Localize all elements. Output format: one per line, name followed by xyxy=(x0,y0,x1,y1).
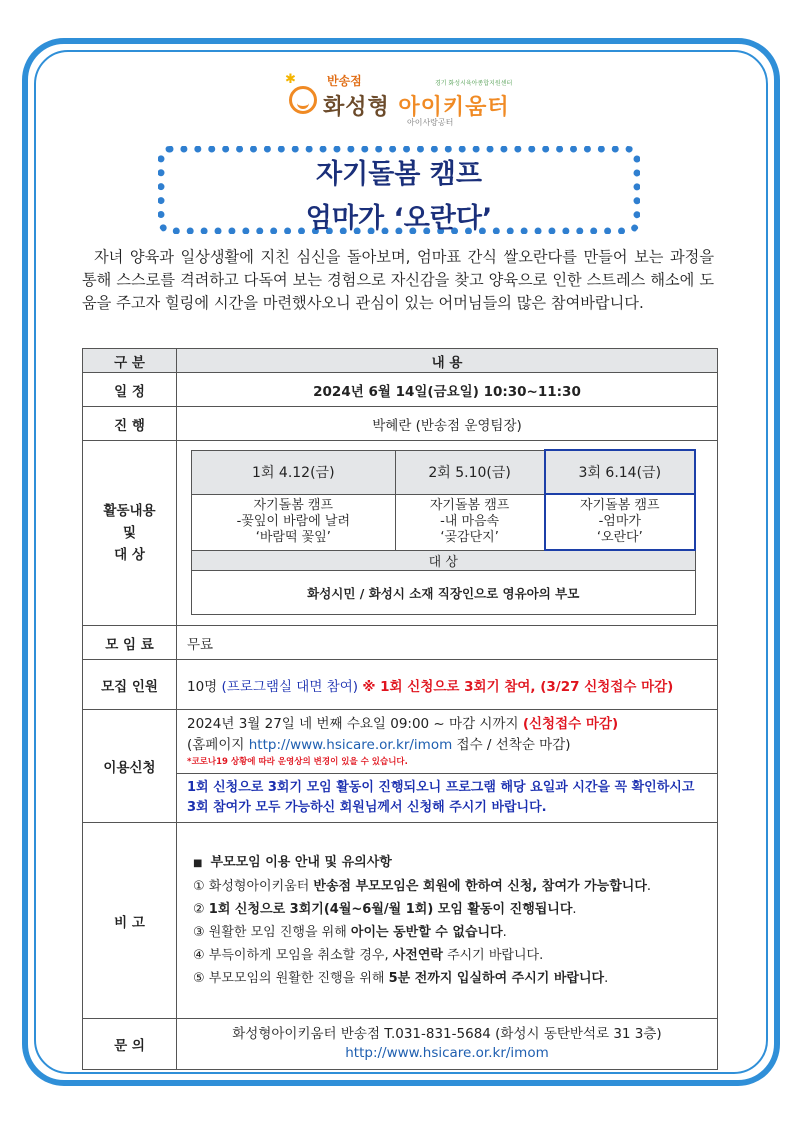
host-label: 진 행 xyxy=(83,407,177,441)
target-value-row xyxy=(192,571,696,615)
header-label: 구 분 xyxy=(83,349,177,373)
session-1-head: 1회 4.12(금) xyxy=(192,450,396,494)
apply-suffix: 접수 / 선착순 마감) xyxy=(456,737,571,753)
schedule-value: 2024년 6월 14일(금요일) 10:30~11:30 xyxy=(177,373,718,407)
notes-heading: ■ 부모모임 이용 안내 및 유의사항 xyxy=(193,851,707,875)
session-2-body xyxy=(395,494,545,550)
title-line2: 엄마가 ‘오란다’ xyxy=(305,203,493,234)
session-table xyxy=(191,449,696,615)
title-line1: 자기돌봄 캠프 xyxy=(316,159,482,190)
target-label: 대 상 xyxy=(192,550,696,571)
info-table xyxy=(82,348,718,1070)
capacity-row xyxy=(83,660,718,710)
apply-content xyxy=(177,710,718,823)
apply-blue-note: 1회 신청으로 3회기 모임 활동이 진행되오니 프로그램 해당 요일과 시간을 꼭 확인하시고 3회 참여가 모두 가능하신 회원님께서 신청해 주시기 바랍니다. xyxy=(177,773,717,822)
logo-sub: 아이사랑공터 xyxy=(407,118,454,127)
session-3-line2: -엄마가 xyxy=(598,514,641,529)
capacity-value xyxy=(177,660,718,710)
logo-org: 경기 화성시육아종합지원센터 xyxy=(435,80,513,87)
note-5-suffix: . xyxy=(604,971,609,986)
activity-content xyxy=(177,441,718,626)
note-item-5 xyxy=(193,967,707,990)
note-item-4 xyxy=(193,944,707,967)
session-3-line1: 자기돌봄 캠프 xyxy=(580,498,660,513)
target-value: 화성시민 / 화성시 소재 직장인으로 영유아의 부모 xyxy=(192,571,696,615)
notes-label: 비 고 xyxy=(83,823,177,1019)
target-label-row xyxy=(192,550,696,571)
activity-label-line2: 및 xyxy=(122,525,137,541)
capacity-count: 10명 xyxy=(187,678,218,695)
fee-row xyxy=(83,626,718,660)
note-3-prefix: ③ 원활한 모임 진행을 위해 xyxy=(193,925,351,940)
note-4-suffix: 주시기 바랍니다. xyxy=(442,948,544,963)
session-body-row xyxy=(192,494,696,550)
logo-branch: 반송점 xyxy=(327,74,362,88)
note-2-suffix: . xyxy=(572,902,577,917)
logo xyxy=(285,70,525,130)
session-2-line3: ‘곶감단지’ xyxy=(440,530,499,545)
apply-line1 xyxy=(187,714,707,735)
session-1-line3: ‘바람떡 꽃잎’ xyxy=(255,530,331,545)
capacity-red-part: ※ 1회 신청으로 3회기 참여, (3/27 신청접수 마감) xyxy=(362,678,674,695)
apply-text xyxy=(177,710,717,773)
homepage-link[interactable]: http://www.hsicare.or.kr/imom xyxy=(248,737,453,753)
table-header-row xyxy=(83,349,718,373)
schedule-label: 일 정 xyxy=(83,373,177,407)
header-content: 내 용 xyxy=(177,349,718,373)
note-1-prefix: ① 화성형아이키움터 xyxy=(193,879,314,894)
note-item-1 xyxy=(193,875,707,898)
sparkle-icon: ✱ xyxy=(285,72,296,87)
note-1-suffix: . xyxy=(646,879,652,894)
activity-label-line1: 활동내용 xyxy=(103,503,156,519)
contact-content xyxy=(177,1019,718,1070)
apply-date: 2024년 3월 27일 네 번째 수요일 09:00 ~ 마감 시까지 xyxy=(187,716,519,732)
note-item-3 xyxy=(193,921,707,944)
contact-label: 문 의 xyxy=(83,1019,177,1070)
schedule-row xyxy=(83,373,718,407)
smile-logo-icon xyxy=(289,86,317,114)
note-3-bold: 아이는 동반할 수 없습니다 xyxy=(350,925,503,940)
note-1-bold: 반송점 부모모임은 회원에 한하여 신청, 참여가 가능합니다 xyxy=(313,879,647,894)
host-row xyxy=(83,407,718,441)
apply-row xyxy=(83,710,718,823)
host-value: 박혜란 (반송점 운영팀장) xyxy=(177,407,718,441)
note-2-bold: 1회 신청으로 3회기(4월~6월/월 1회) 모임 활동이 진행됩니다 xyxy=(208,902,573,917)
note-5-bold: 5분 전까지 입실하여 주시기 바랍니다 xyxy=(388,971,605,986)
session-2-line1: 자기돌봄 캠프 xyxy=(429,498,510,513)
session-3-body xyxy=(545,494,695,550)
note-3-suffix: . xyxy=(502,925,507,940)
apply-prefix: (홈페이지 xyxy=(187,737,245,753)
activity-label xyxy=(83,441,177,626)
session-3-head: 3회 6.14(금) xyxy=(545,450,695,494)
session-2-line2: -내 마음속 xyxy=(440,514,500,529)
note-4-bold: 사전연락 xyxy=(392,948,443,963)
apply-line2 xyxy=(187,735,707,756)
fee-label: 모 임 료 xyxy=(83,626,177,660)
note-item-2 xyxy=(193,898,707,921)
apply-label: 이용신청 xyxy=(83,710,177,823)
fee-value: 무료 xyxy=(177,626,718,660)
notes-content xyxy=(177,823,718,1019)
capacity-blue-part: (프로그램실 대면 참여) xyxy=(221,678,359,695)
logo-name-part2: 아이키움터 xyxy=(398,95,510,120)
capacity-label: 모집 인원 xyxy=(83,660,177,710)
contact-line1: 화성형아이키움터 반송점 T.031-831-5684 (화성시 동탄반석로 31 3층) xyxy=(232,1026,662,1042)
apply-deadline: (신청접수 마감) xyxy=(522,716,619,732)
intro-text: 자녀 양육과 일상생활에 지친 심신을 돌아보며, 엄마표 간식 쌀오란다를 만들어 보는 과정을 통해 스스로를 격려하고 다독여 보는 경험으로 자신감을 찾고 양육으로 인한 스트레스 해소에 도움을 주고자 힐링에 시간을 마련했사오니 관심이 있는 어머님들의 많은 참여바랍니다. xyxy=(82,248,714,312)
session-1-body xyxy=(192,494,396,550)
session-1-line2: -꽃잎이 바람에 날려 xyxy=(236,514,350,529)
session-head-row xyxy=(192,450,696,494)
contact-link[interactable]: http://www.hsicare.or.kr/imom xyxy=(345,1045,549,1061)
notes-row xyxy=(83,823,718,1019)
session-2-head: 2회 5.10(금) xyxy=(395,450,545,494)
contact-row xyxy=(83,1019,718,1070)
session-1-line1: 자기돌봄 캠프 xyxy=(253,498,334,513)
activity-row xyxy=(83,441,718,626)
logo-name-part1: 화성형 xyxy=(323,95,399,120)
covid-note: *코로나19 상황에 따라 운영상의 변경이 있을 수 있습니다. xyxy=(187,757,408,767)
note-4-prefix: ④ 부득이하게 모임을 취소할 경우, xyxy=(193,948,393,963)
note-2-prefix: ② xyxy=(193,902,209,917)
note-5-prefix: ⑤ 부모모임의 원활한 진행을 위해 xyxy=(193,971,389,986)
activity-label-line3: 대 상 xyxy=(114,547,145,563)
session-3-line3: ‘오란다’ xyxy=(596,530,643,545)
